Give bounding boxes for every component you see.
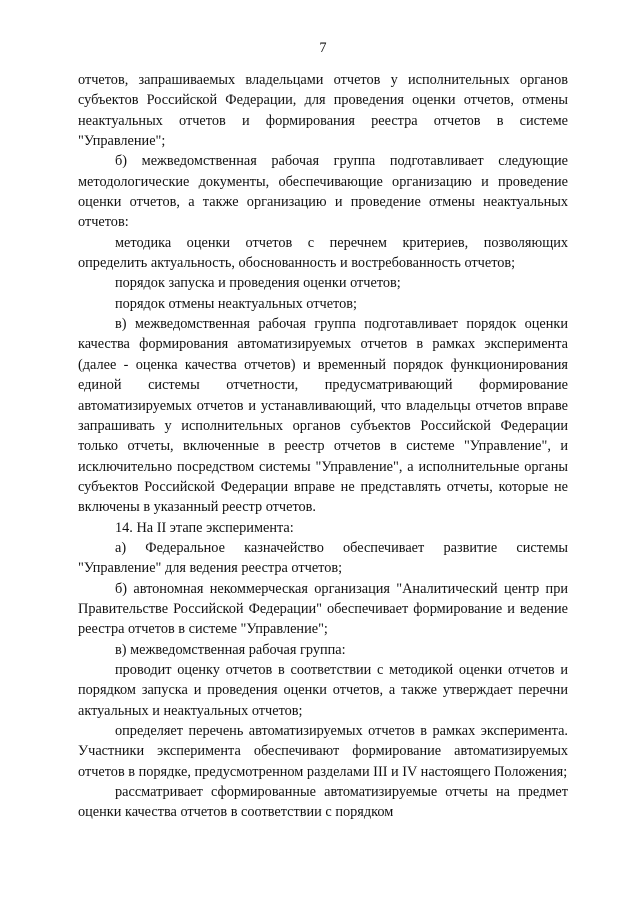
paragraph-6: в) межведомственная рабочая группа подготавливает порядок оценки качества формирования автоматизируемых отчетов в рамках эксперимента (далее - оценка качества отчетов) и временный порядок функционирования единой системы отчетности, предусматривающий формирование автоматизируемых отчетов и устанавливающий, что владельцы отчетов вправе запрашивать у исполнительных органов субъектов Российской Федерации только отчеты, включенные в реестр отчетов в системе "Управление", и исключительно посредством системы "Управление", а исполнительные органы субъектов Российской Федерации вправе не представлять отчеты, которые не включены в указанный реестр отчетов. [78,316,568,516]
paragraph-10: в) межведомственная рабочая группа: [115,641,346,658]
paragraph-1: отчетов, запрашиваемых владельцами отчетов у исполнительных органов субъектов Российской Федерации, для проведения оценки отчетов, отмены неактуальных отчетов и формирования реестра отчетов в системе "Управление"; [78,72,568,150]
paragraph-4: порядок запуска и проведения оценки отчетов; [115,275,401,292]
paragraph-11: проводит оценку отчетов в соответствии с методикой оценки отчетов и порядком запуска и проведения оценки отчетов, а также утверждает перечни актуальных и неактуальных отчетов; [78,661,568,719]
paragraph-7: 14. На II этапе эксперимента: [115,519,294,536]
paragraph-3: методика оценки отчетов с перечнем критериев, позволяющих определить актуальность, обоснованность и востребованность отчетов; [78,234,568,272]
paragraph-8: а) Федеральное казначейство обеспечивает развитие системы "Управление" для ведения реестра отчетов; [78,539,568,577]
paragraph-12: определяет перечень автоматизируемых отчетов в рамках эксперимента. Участники эксперимента обеспечивают формирование автоматизируемых отчетов в порядке, предусмотренном разделами III и IV настоящего Положения; [78,723,568,780]
paragraph-5: порядок отмены неактуальных отчетов; [115,295,357,312]
paragraph-2: б) межведомственная рабочая группа подготавливает следующие методологические документы, обеспечивающие организацию и проведение оценки отчетов, а также организацию и проведение отмены неактуальных отчетов: [78,153,568,231]
page-number: 7 [319,40,327,56]
paragraph-9: б) автономная некоммерческая организация "Аналитический центр при Правительстве Российской Федерации" обеспечивает формирование и ведение реестра отчетов в системе "Управление"; [78,580,568,638]
paragraph-13: рассматривает сформированные автоматизируемые отчеты на предмет оценки качества отчетов в соответствии с порядком [78,784,568,821]
